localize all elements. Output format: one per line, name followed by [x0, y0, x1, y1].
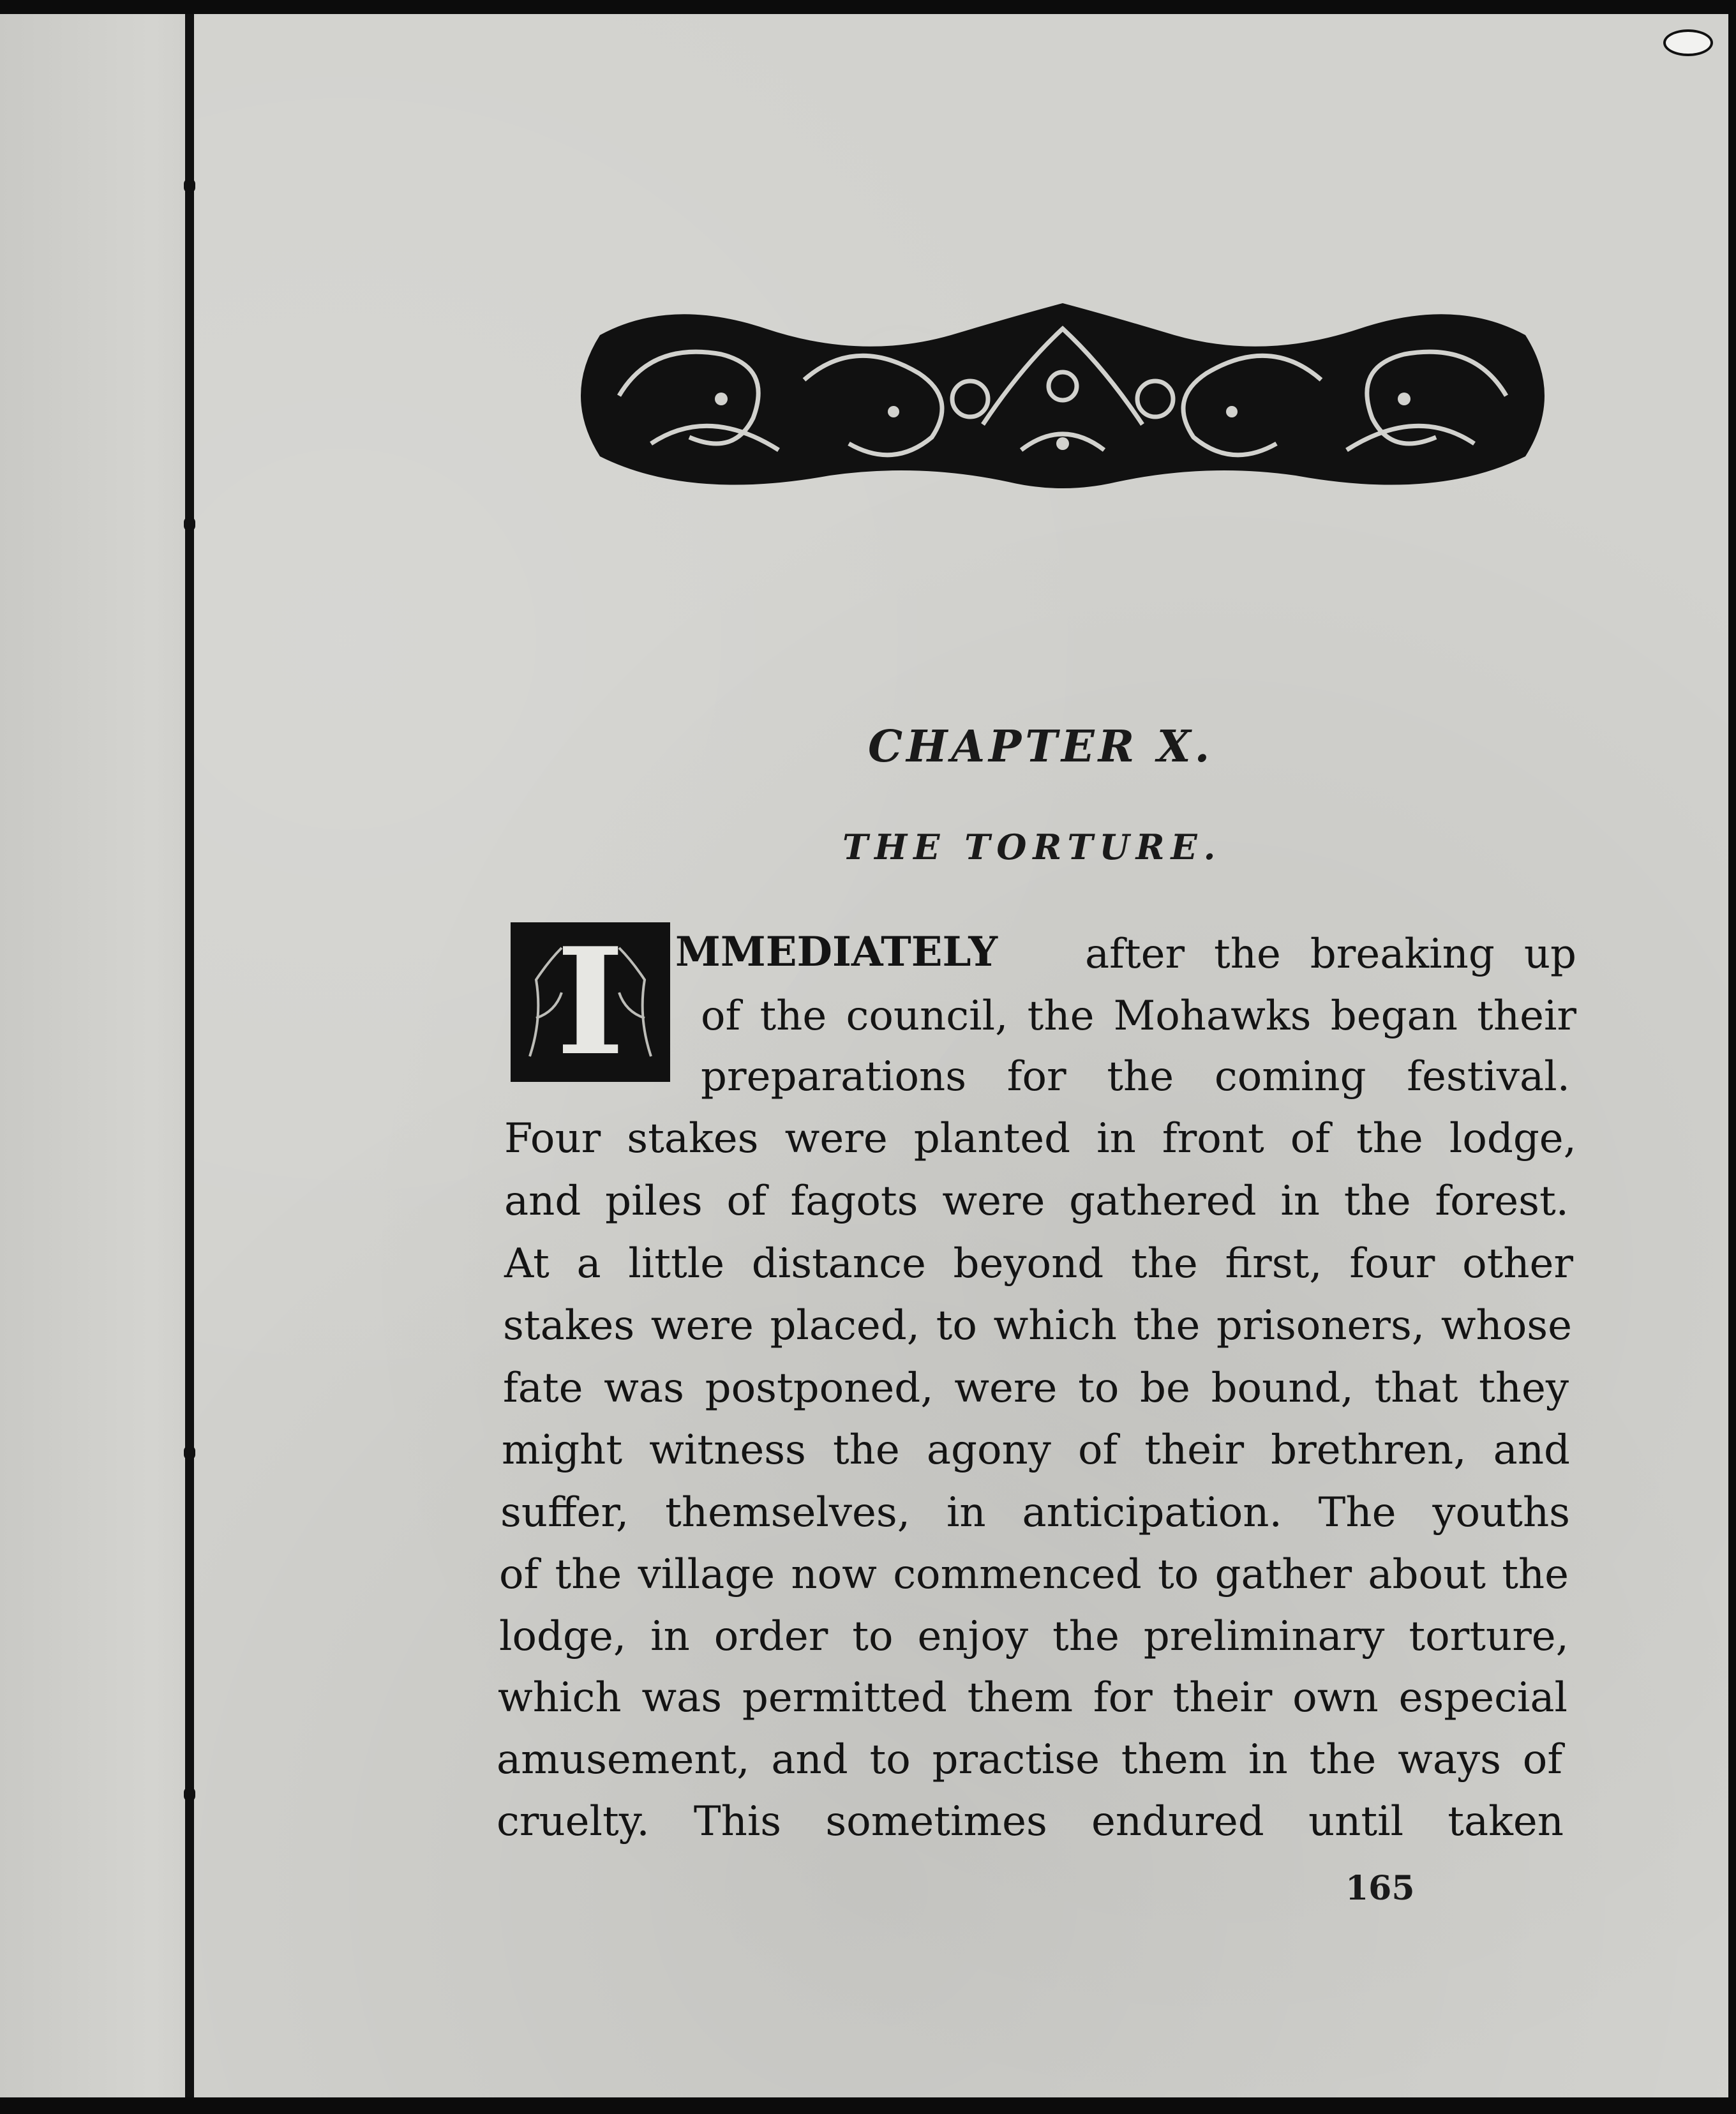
text-line: cruelty. This sometimes endured until taken — [497, 1798, 1564, 1845]
chapter-subtitle: THE TORTURE. — [842, 827, 1222, 867]
text-line: of the village now commenced to gather about the — [499, 1551, 1569, 1598]
binding-stitch — [184, 517, 195, 531]
text-line: fate was postponed, were to be bound, that they — [503, 1365, 1569, 1412]
text-line: preparations for the coming festival. — [701, 1053, 1570, 1100]
binding-stitch — [184, 1787, 195, 1801]
text-line: might witness the agony of their brethren, and — [502, 1427, 1570, 1474]
scan-border — [0, 2097, 1736, 2114]
binding-stitch — [184, 1446, 195, 1460]
drop-cap-letter: I — [556, 916, 625, 1088]
text-line: after the breaking up — [1085, 931, 1576, 978]
ornament-header-icon — [562, 290, 1564, 501]
text-line: suffer, themselves, in anticipation. The youths — [500, 1489, 1570, 1536]
facing-page-margin — [0, 14, 191, 2097]
lead-word: MMEDIATELY — [675, 928, 998, 976]
text-line: At a little distance beyond the first, four other — [504, 1240, 1573, 1287]
corner-mark-icon — [1663, 29, 1713, 56]
text-line: stakes were placed, to which the prisoners, whose — [503, 1302, 1572, 1349]
text-line: amusement, and to practise them in the ways of — [497, 1736, 1562, 1783]
text-line: and piles of fagots were gathered in the forest. — [504, 1178, 1569, 1225]
text-line: lodge, in order to enjoy the preliminary torture, — [499, 1613, 1569, 1660]
text-line: of the council, the Mohawks began their — [701, 993, 1576, 1040]
book-spine — [185, 14, 194, 2097]
drop-cap — [511, 916, 670, 1088]
chapter-title: CHAPTER X. — [868, 721, 1214, 772]
page-number: 165 — [1345, 1869, 1415, 1908]
text-line: which was permitted them for their own especial — [498, 1674, 1568, 1721]
scan-border — [1728, 0, 1736, 2114]
binding-stitch — [184, 179, 195, 193]
text-line: Four stakes were planted in front of the lodge, — [504, 1115, 1576, 1162]
